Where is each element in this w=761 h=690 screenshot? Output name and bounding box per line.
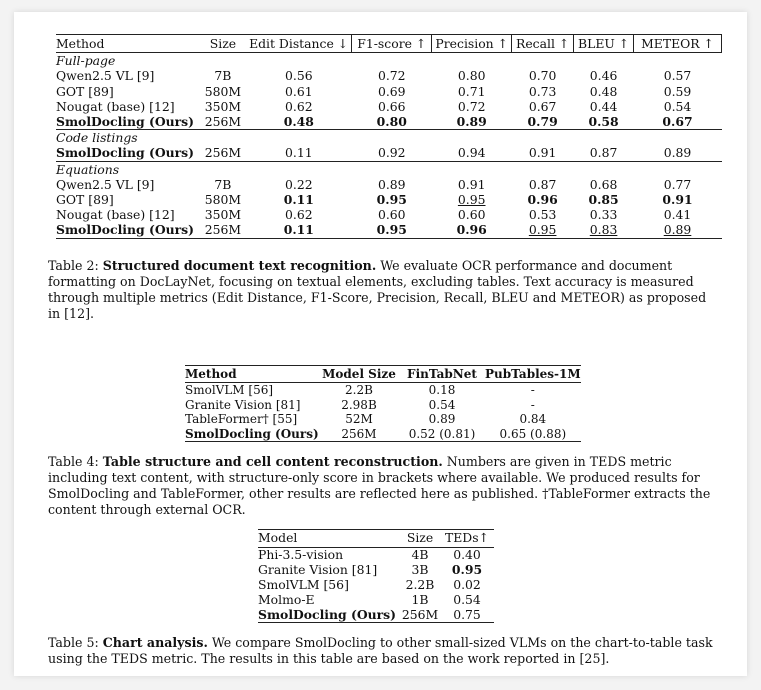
value-cell: 0.92 — [377, 145, 406, 161]
table-4-body — [185, 383, 581, 442]
table-row — [56, 114, 722, 130]
caption-label: Table 4: — [48, 454, 99, 469]
row-label-cell: SmolVLM [56] — [258, 576, 349, 592]
header-bleu: BLEU ↑ — [574, 35, 634, 53]
value-cell: 0.87 — [589, 145, 618, 161]
header-precision: Precision ↑ — [432, 35, 512, 53]
value-cell: 256M — [401, 606, 439, 622]
caption-text: We compare SmolDocling to other small-sized VLMs on the chart-to-table task using the TEDS metric. The results in this table are based on the work reported in [25]. — [48, 635, 713, 666]
header-method: Method — [185, 366, 319, 383]
header-size: Size — [400, 530, 440, 548]
value-cell: 0.67 — [528, 98, 557, 114]
row-label-cell: GOT [89] — [56, 83, 114, 99]
row-label-cell: Molmo-E — [258, 591, 315, 607]
table-row — [258, 547, 494, 562]
value-cell: 0.83 — [574, 222, 634, 238]
value-cell: 0.41 — [663, 207, 692, 223]
table-row — [56, 192, 722, 207]
caption-title: Table structure and cell content reconstruction. — [102, 454, 443, 469]
row-label-cell: Qwen2.5 VL [9] — [56, 176, 155, 192]
value-cell: 0.61 — [285, 83, 313, 99]
value-cell: 0.72 — [457, 98, 486, 114]
value-cell: 0.33 — [589, 207, 618, 223]
value-cell: 0.60 — [457, 207, 486, 223]
value-cell: 0.18 — [428, 383, 456, 398]
value-cell: 0.84 — [519, 412, 547, 427]
table-5-chart-analysis — [258, 529, 494, 623]
value-cell: 0.48 — [589, 83, 618, 99]
header-f1-score: F1-score ↑ — [352, 35, 432, 53]
row-label-cell: SmolDocling (Ours) — [56, 222, 200, 238]
table-header-row — [258, 530, 494, 548]
value-cell: 0.95 — [376, 192, 407, 208]
table-row — [56, 99, 722, 114]
value-cell: 0.73 — [528, 83, 557, 99]
value-cell: 350M — [204, 207, 242, 223]
row-label-cell: Nougat (base) [12] — [56, 207, 175, 223]
value-cell: 0.95 — [352, 222, 432, 238]
row-label-cell: Granite Vision [81] — [185, 397, 301, 412]
value-cell: 0.96 — [432, 222, 512, 238]
table-row — [258, 578, 494, 593]
value-cell: 0.40 — [453, 546, 481, 562]
header-model: Model — [258, 530, 400, 548]
value-cell: 0.62 — [285, 98, 313, 114]
value-cell: 0.79 — [527, 114, 558, 130]
value-cell: 0.11 — [285, 145, 313, 161]
value-cell: 0.69 — [377, 83, 406, 99]
caption-title: Structured document text recognition. — [102, 258, 377, 273]
value-cell: 0.89 — [634, 222, 722, 238]
table-header-row — [185, 366, 581, 383]
value-cell: 0.80 — [457, 68, 486, 84]
row-label-cell: Qwen2.5 VL [9] — [56, 68, 155, 84]
row-label-cell: SmolDocling (Ours) — [56, 114, 195, 130]
table-row — [258, 608, 494, 623]
value-cell: - — [530, 397, 535, 412]
row-label-cell: TableFormer† [55] — [185, 412, 298, 427]
value-cell: 256M — [200, 222, 246, 238]
caption-label: Table 2: — [48, 258, 99, 273]
value-cell: 0.60 — [377, 207, 406, 223]
value-cell: 2.98B — [341, 397, 377, 412]
value-cell: 7B — [214, 68, 232, 84]
value-cell: 0.89 — [456, 114, 487, 130]
section-title: Full-page — [56, 53, 116, 69]
value-cell: 0.67 — [662, 114, 693, 130]
value-cell: 580M — [204, 83, 242, 99]
header-teds: TEDs↑ — [440, 530, 494, 548]
section-row — [56, 53, 722, 69]
section-title: Code listings — [56, 130, 722, 146]
value-cell: 0.89 — [428, 412, 456, 427]
value-cell: 0.66 — [377, 98, 406, 114]
table-row — [56, 177, 722, 192]
value-cell: 0.56 — [285, 68, 313, 84]
value-cell: 0.72 — [377, 68, 406, 84]
table-2-text-recognition — [56, 34, 722, 239]
table-row — [258, 593, 494, 608]
value-cell: 2.2B — [405, 576, 435, 592]
row-label-cell: SmolDocling (Ours) — [185, 426, 319, 441]
value-cell: 0.44 — [589, 98, 618, 114]
value-cell: 350M — [204, 98, 242, 114]
value-cell: 4B — [411, 546, 429, 562]
value-cell: 0.62 — [285, 207, 313, 223]
table-2-body — [56, 53, 722, 238]
value-cell: 0.22 — [285, 176, 313, 192]
section-row — [56, 130, 722, 146]
value-cell: 0.52 (0.81) — [399, 427, 485, 442]
value-cell: 0.70 — [528, 68, 557, 84]
paper-page — [14, 12, 747, 676]
value-cell: 0.95 — [512, 222, 574, 238]
row-label-cell: SmolVLM [56] — [185, 383, 274, 398]
value-cell: 0.54 — [663, 98, 692, 114]
row-label-cell: GOT [89] — [56, 192, 114, 208]
header-fintabnet: FinTabNet — [399, 366, 485, 383]
table-2-caption — [48, 258, 716, 322]
table-row — [185, 412, 581, 426]
table-5-body — [258, 547, 494, 623]
value-cell: 0.58 — [588, 114, 619, 130]
table-header-row — [56, 35, 722, 53]
value-cell: 0.59 — [663, 83, 692, 99]
value-cell: 0.85 — [588, 192, 619, 208]
value-cell: 0.48 — [283, 114, 314, 130]
header-size: Size — [200, 35, 246, 53]
value-cell: 0.75 — [440, 608, 494, 623]
caption-label: Table 5: — [48, 635, 99, 650]
row-label-cell: Phi-3.5-vision — [258, 546, 344, 562]
value-cell: 0.11 — [283, 192, 314, 208]
header-edit-distance: Edit Distance ↓ — [246, 35, 352, 53]
value-cell: 256M — [319, 427, 399, 442]
value-cell: 0.57 — [663, 68, 692, 84]
value-cell: 0.95 — [457, 192, 486, 208]
table-row — [56, 207, 722, 222]
header-recall: Recall ↑ — [512, 35, 574, 53]
value-cell: 0.91 — [528, 145, 557, 161]
section-title: Equations — [56, 161, 722, 177]
value-cell: 0.65 (0.88) — [485, 427, 581, 442]
caption-title: Chart analysis. — [102, 635, 208, 650]
value-cell: 0.46 — [589, 68, 618, 84]
value-cell: 0.54 — [453, 591, 481, 607]
value-cell: 0.94 — [457, 145, 486, 161]
value-cell: 2.2B — [345, 383, 373, 398]
value-cell: 0.89 — [663, 145, 692, 161]
table-4-table-structure — [185, 365, 581, 442]
table-row — [185, 398, 581, 412]
value-cell: 0.54 — [428, 397, 456, 412]
row-label-cell: Granite Vision [81] — [258, 561, 378, 577]
table-row — [56, 84, 722, 99]
value-cell: 0.80 — [376, 114, 407, 130]
value-cell: 0.77 — [663, 176, 692, 192]
table-row — [56, 222, 722, 238]
value-cell: - — [530, 383, 535, 398]
value-cell: 0.89 — [377, 176, 406, 192]
table-row — [185, 383, 581, 398]
header-method: Method — [56, 35, 200, 53]
row-label-cell: Nougat (base) [12] — [56, 98, 175, 114]
value-cell: 0.02 — [453, 576, 481, 592]
value-cell: 256M — [204, 145, 242, 161]
value-cell: 0.53 — [528, 207, 557, 223]
value-cell: 580M — [204, 192, 242, 208]
caption-text: Numbers are given in TEDS metric including text content, with structure-only score in brackets where available. We produced results for SmolDocling and TableFormer, other results are reflected here as published. †TableFormer extracts the content through external OCR. — [48, 454, 711, 517]
row-label-cell: SmolDocling (Ours) — [56, 145, 195, 161]
value-cell: 0.68 — [589, 176, 618, 192]
value-cell: 0.11 — [246, 222, 352, 238]
value-cell: 0.91 — [457, 176, 486, 192]
value-cell: 0.96 — [527, 192, 558, 208]
table-4-caption — [48, 454, 716, 518]
value-cell: 7B — [214, 176, 232, 192]
table-row — [56, 68, 722, 83]
header-meteor: METEOR ↑ — [634, 35, 722, 53]
header-pubtables: PubTables-1M — [485, 367, 581, 381]
value-cell: 0.91 — [662, 192, 693, 208]
caption-text: We evaluate OCR performance and document formatting on DocLayNet, focusing on textual elements, excluding tables. Text accuracy is measured through multiple metrics (Edit Distance, F1-Score, Precision, Recall, BLEU and METEOR) as proposed in [12]. — [48, 258, 707, 321]
value-cell: 0.87 — [528, 176, 557, 192]
value-cell: 0.95 — [451, 561, 483, 577]
table-row — [56, 145, 722, 161]
value-cell: 52M — [345, 412, 373, 427]
table-row — [258, 563, 494, 578]
header-model-size: Model Size — [319, 366, 399, 383]
value-cell: 256M — [204, 114, 242, 130]
value-cell: 1B — [411, 591, 429, 607]
value-cell: 3B — [411, 561, 429, 577]
table-5-caption — [48, 635, 716, 667]
row-label-cell: SmolDocling (Ours) — [258, 608, 400, 623]
section-row — [56, 161, 722, 177]
value-cell: 0.71 — [457, 83, 486, 99]
table-row — [185, 427, 581, 442]
